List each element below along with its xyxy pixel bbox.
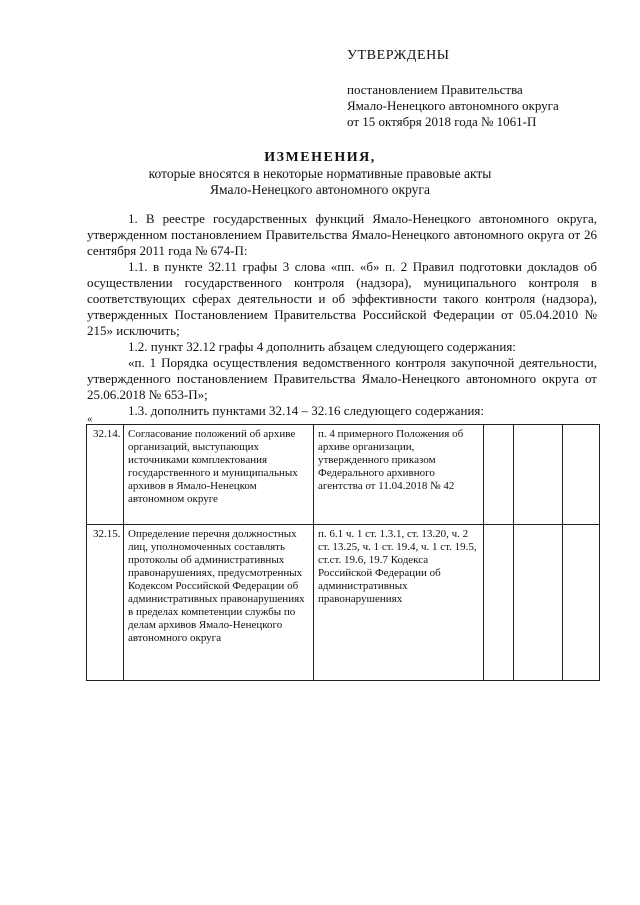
changes-table [86, 424, 600, 681]
document-subtitle-line: которые вносятся в некоторые нормативные правовые акты [148, 166, 492, 181]
approval-line: от 15 октября 2018 года № 1061-П [347, 114, 537, 129]
empty-cell [563, 525, 600, 681]
approval-line: Ямало-Ненецкого автономного округа [347, 98, 559, 113]
paragraph-1: 1. В реестре государственных функций Ямало-Ненецкого автономного округа, утвержденном постановлением Правительства Ямало-Ненецкого автономного округа от 26 сентября 2011 года № 674-П: [87, 211, 597, 258]
function-name-cell: Согласование положений об архиве организаций, выступающих источниками комплектования государственного и муниципальных архивов в Ямало-Ненецком автономном округе [124, 425, 314, 525]
empty-cell [563, 425, 600, 525]
approval-heading: УТВЕРЖДЕНЫ [347, 48, 450, 63]
empty-cell [514, 525, 563, 681]
function-name-cell: Определение перечня должностных лиц, уполномоченных составлять протоколы об административных правонарушениях, предусмотренных Кодексом Российской Федерации об административных правонарушениях в пределах компетенции службы по делам архивов Ямало-Ненецкого автономного округа [124, 525, 314, 681]
legal-basis-cell: п. 4 примерного Положения об архиве организации, утвержденного приказом Федерального архивного агентства от 11.04.2018 № 42 [314, 425, 484, 525]
document-title-main: ИЗМЕНЕНИЯ, [264, 150, 376, 165]
opening-quote-mark: « [87, 413, 93, 425]
approval-block [347, 48, 559, 130]
document-title [0, 149, 640, 198]
legal-basis-cell: п. 6.1 ч. 1 ст. 1.3.1, ст. 13.20, ч. 2 ст. 13.25, ч. 1 ст. 19.4, ч. 1 ст. 19.5, ст.ст. 19.6, 19.7 Кодекса Российской Федерации об административных правонарушениях [314, 525, 484, 681]
empty-cell [484, 425, 514, 525]
paragraph-inserted-text: «п. 1 Порядка осуществления ведомственного контроля закупочной деятельности, утвержденного постановлением Правительства Ямало-Ненецкого автономного округа от 25.06.2018 № 653-П»; [87, 355, 597, 402]
row-number: 32.15. [87, 525, 124, 681]
row-number: 32.14. [87, 425, 124, 525]
table-row [87, 525, 600, 681]
empty-cell [484, 525, 514, 681]
paragraph-1-2: 1.2. пункт 32.12 графы 4 дополнить абзацем следующего содержания: [128, 339, 516, 354]
document-subtitle-line: Ямало-Ненецкого автономного округа [210, 182, 430, 197]
approval-line: постановлением Правительства [347, 82, 523, 97]
empty-cell [514, 425, 563, 525]
paragraph-1-1: 1.1. в пункте 32.11 графы 3 слова «пп. «б» п. 2 Правил подготовки докладов об осуществлении государственного контроля (надзора), муниципального контроля в соответствующих сферах деятельности и об эффективности такого контроля (надзора), утвержденных Постановлением Правительства Российской Федерации от 05.04.2010 № 215» исключить; [87, 259, 597, 338]
paragraph-1-3: 1.3. дополнить пунктами 32.14 – 32.16 следующего содержания: [128, 403, 485, 418]
table-row [87, 425, 600, 525]
document-body [87, 211, 597, 419]
